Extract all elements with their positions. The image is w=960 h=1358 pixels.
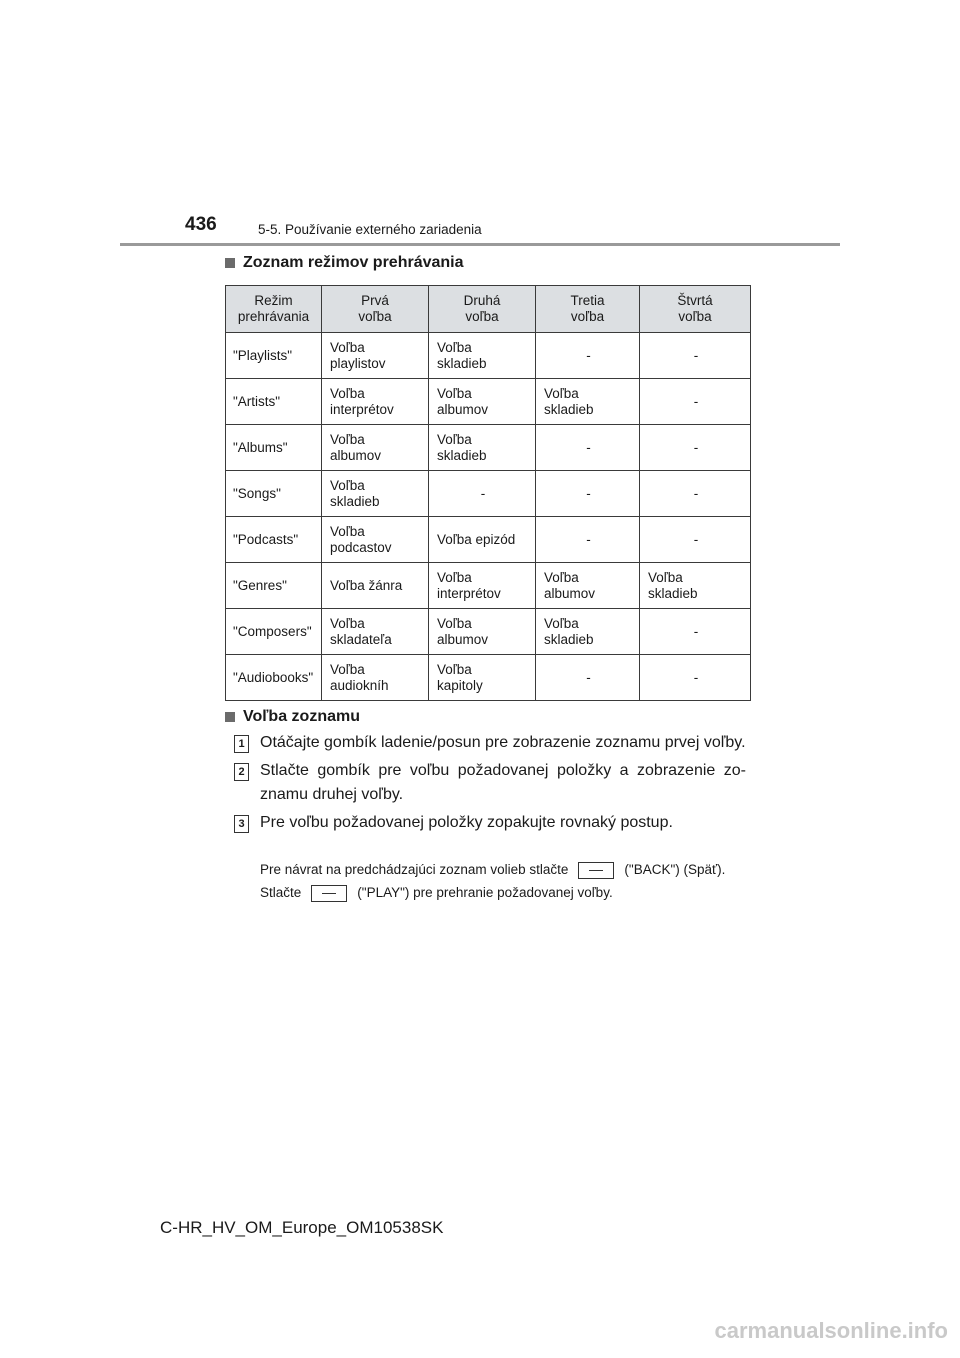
list-heading-text: Voľba zoznamu (243, 708, 360, 725)
notes (260, 860, 747, 906)
column-header: Štvrtá voľba (640, 286, 751, 333)
table-cell: - (640, 471, 751, 517)
table-cell: - (429, 471, 536, 517)
table-cell: Voľba skladateľa (322, 609, 429, 655)
table-cell: - (536, 655, 640, 701)
step-number: 1 (234, 735, 249, 753)
table-body (226, 333, 751, 701)
table-row (226, 609, 751, 655)
note-play-text-after: ("PLAY") pre prehranie požadovanej voľby. (357, 885, 613, 900)
table-cell: Voľba albumov (536, 563, 640, 609)
mode-cell: "Audiobooks" (226, 655, 322, 701)
table-cell: Voľba albumov (429, 379, 536, 425)
column-header: Druhá voľba (429, 286, 536, 333)
square-bullet-icon (225, 712, 235, 722)
table-cell: Voľba podcastov (322, 517, 429, 563)
table-cell: - (640, 609, 751, 655)
note-back-text-before: Pre návrat na predchádzajúci zoznam volieb stlačte (260, 862, 569, 877)
list-heading (225, 708, 360, 726)
table-cell: - (640, 517, 751, 563)
steps-list (234, 731, 746, 839)
table-cell: Voľba interprétov (322, 379, 429, 425)
step-item (234, 811, 746, 835)
table-cell: Voľba playlistov (322, 333, 429, 379)
note-play (260, 883, 747, 903)
table-cell: - (536, 333, 640, 379)
table-cell: - (536, 425, 640, 471)
section-title: 5-5. Používanie externého zariadenia (258, 222, 482, 237)
step-number: 3 (234, 815, 249, 833)
header-rule (120, 243, 840, 246)
page-number: 436 (185, 214, 217, 235)
table-cell: Voľba skladieb (536, 379, 640, 425)
table-cell: Voľba epizód (429, 517, 536, 563)
table-row (226, 655, 751, 701)
table-cell: - (536, 517, 640, 563)
table-row (226, 333, 751, 379)
table-cell: Voľba skladieb (536, 609, 640, 655)
step-text: Stlačte gombík pre voľbu požadovanej položky a zobrazenie zo-znamu druhej voľby. (260, 762, 746, 803)
note-back-text-after: ("BACK") (Späť). (624, 862, 726, 877)
table-cell: - (640, 333, 751, 379)
table-row (226, 563, 751, 609)
square-bullet-icon (225, 258, 235, 268)
playback-modes-table (225, 285, 751, 701)
mode-cell: "Composers" (226, 609, 322, 655)
table-cell: Voľba albumov (429, 609, 536, 655)
table-header-row (226, 286, 751, 333)
mode-cell: "Playlists" (226, 333, 322, 379)
step-number: 2 (234, 763, 249, 781)
note-play-text-before: Stlačte (260, 885, 302, 900)
step-item (234, 759, 746, 807)
table-row (226, 517, 751, 563)
table-cell: Voľba audiokníh (322, 655, 429, 701)
table-heading (225, 254, 464, 272)
note-back (260, 860, 747, 880)
table-cell: Voľba albumov (322, 425, 429, 471)
mode-cell: "Genres" (226, 563, 322, 609)
mode-cell: "Albums" (226, 425, 322, 471)
step-text: Pre voľbu požadovanej položky zopakujte rovnaký postup. (260, 814, 673, 831)
mode-cell: "Songs" (226, 471, 322, 517)
table-cell: - (640, 379, 751, 425)
table-cell: Voľba interprétov (429, 563, 536, 609)
table-cell: Voľba skladieb (322, 471, 429, 517)
table-cell: Voľba skladieb (429, 425, 536, 471)
step-item (234, 731, 746, 755)
table-cell: Voľba kapitoly (429, 655, 536, 701)
mode-cell: "Artists" (226, 379, 322, 425)
table-cell: Voľba žánra (322, 563, 429, 609)
table-row (226, 379, 751, 425)
table-row (226, 471, 751, 517)
column-header: Režim prehrávania (226, 286, 322, 333)
table-cell: Voľba skladieb (429, 333, 536, 379)
table-cell: - (536, 471, 640, 517)
document-id: C-HR_HV_OM_Europe_OM10538SK (160, 1218, 444, 1237)
watermark: carmanualsonline.info (714, 1318, 948, 1343)
back-button-icon (578, 862, 614, 879)
table-row (226, 425, 751, 471)
step-text: Otáčajte gombík ladenie/posun pre zobrazenie zoznamu prvej voľby. (260, 734, 746, 751)
table-cell: - (640, 425, 751, 471)
table-heading-text: Zoznam režimov prehrávania (243, 254, 464, 271)
column-header: Prvá voľba (322, 286, 429, 333)
play-button-icon (311, 885, 347, 902)
table-cell: - (640, 655, 751, 701)
column-header: Tretia voľba (536, 286, 640, 333)
mode-cell: "Podcasts" (226, 517, 322, 563)
table-cell: Voľba skladieb (640, 563, 751, 609)
